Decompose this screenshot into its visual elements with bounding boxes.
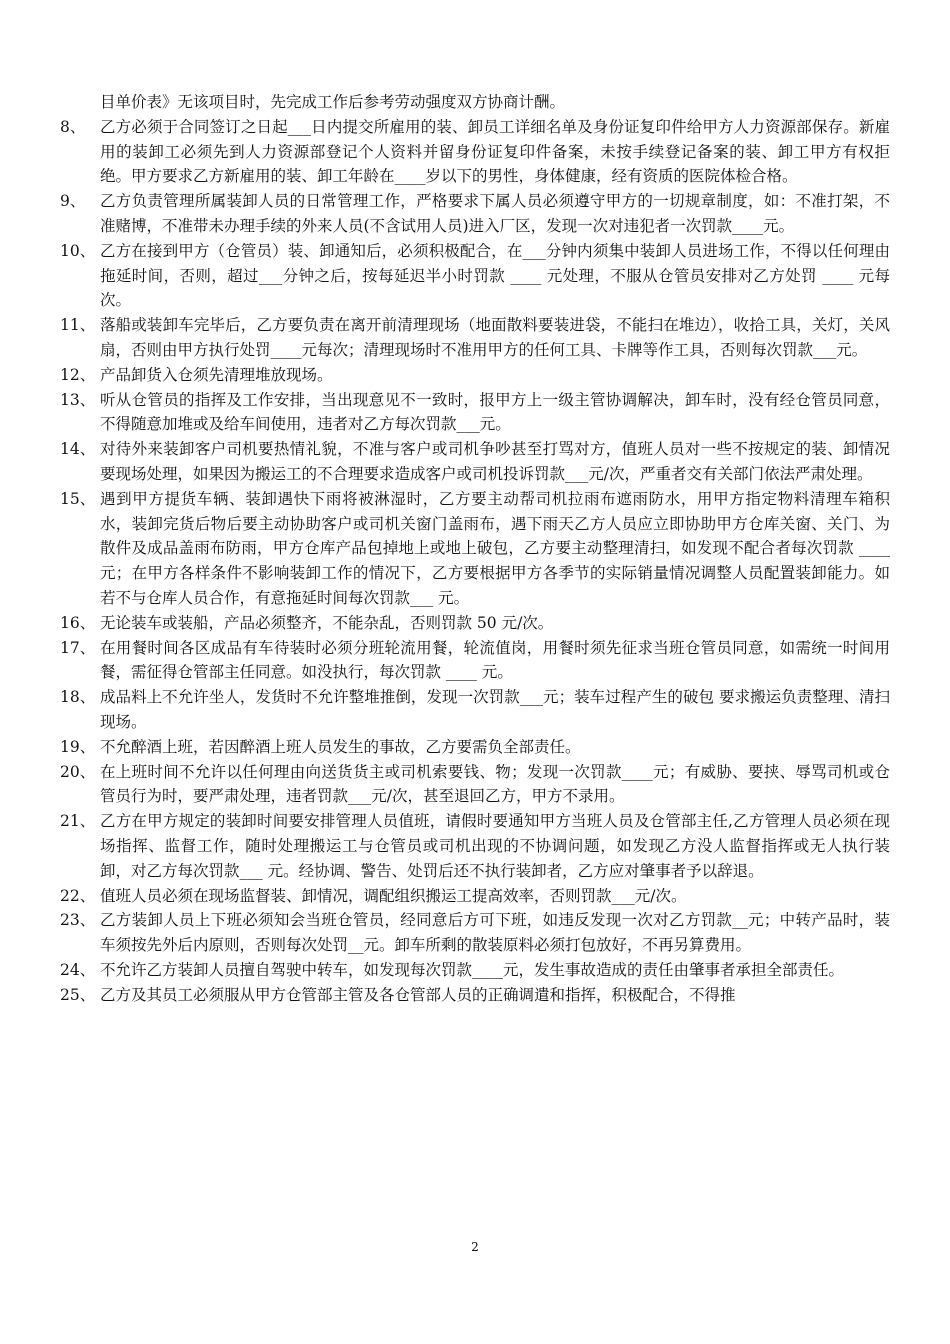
- clause-15: [60, 487, 895, 611]
- clause-text: 不允许乙方装卸人员擅自驾驶中转车，如发现每次罚款____元，发生事故造成的责任由肇事者承担全部责任。: [100, 960, 845, 979]
- clause-text: 听从仓管员的指挥及工作安排，当出现意见不一致时，报甲方上一级主管协调解决，卸车时，没有经仓管员同意，不得随意加堆或及给车间使用，违者对乙方每次罚款___元。: [100, 390, 890, 434]
- clause-text: 乙方必须于合同签订之日起___日内提交所雇用的装、卸员工详细名单及身份证复印件给甲方人力资源部保存。新雇用的装卸工必须先到人力资源部登记个人资料并留身份证复印件备案，未按手续登记备案的装、卸工甲方有权拒绝。甲方要求乙方新雇用的装、卸工年龄在____岁以下的男性，身体健康，经有资质的医院体检合格。: [100, 117, 890, 186]
- clause-number: 11、: [60, 316, 96, 335]
- clause-text: 乙方在甲方规定的装卸时间要安排管理人员值班，请假时要通知甲方当班人员及仓管部主任,乙方管理人员必须在现场指挥、监督工作，随时处理搬运工与仓管员或司机出现的不协调问题，如发现乙方没人监督指挥或无人执行装卸，对乙方每次罚款___ 元。经协调、警告、处罚后还不执行装卸者，乙方应对肇事者予以辞退。: [100, 812, 890, 880]
- clause-number: 8、: [60, 117, 86, 136]
- clause-11: [60, 313, 890, 363]
- clause-text: 落船或装卸车完毕后，乙方要负责在离开前清理现场（地面散料要装进袋，不能扫在堆边），收拾工具，关灯，关风扇，否则由甲方执行处罚____元每次；清理现场时不准用甲方的任何工具、卡牌等作工具，否则每次罚款___元。: [100, 316, 890, 359]
- clause-text: 目单价表》无该项目时，先完成工作后参考劳动强度双方协商计酬。: [100, 93, 566, 111]
- clause-number: 14、: [60, 440, 96, 459]
- clause-17: [60, 636, 890, 686]
- clause-number: 18、: [60, 688, 96, 707]
- clause-number: 16、: [60, 613, 96, 632]
- clause-number: 9、: [60, 192, 86, 211]
- clause-19: [60, 735, 890, 760]
- clause-text: 不允醉酒上班，若因醉酒上班人员发生的事故，乙方要需负全部责任。: [100, 737, 581, 756]
- clause-number: 15、: [60, 489, 96, 508]
- clause-24: [60, 958, 890, 983]
- clause-number: 19、: [60, 737, 96, 756]
- clause-13: [60, 388, 890, 438]
- clause-12: [60, 363, 890, 388]
- clause-number: 12、: [60, 365, 96, 384]
- clause-number: 24、: [60, 960, 96, 979]
- clause-14: [60, 437, 890, 487]
- clause-text: 乙方装卸人员上下班必须知会当班仓管员，经同意后方可下班，如违反发现一次对乙方罚款__元；中转产品时，装车须按先外后内原则，否则每次处罚__元。卸车所剩的散装原料必须打包放好，不再另算费用。: [100, 911, 890, 955]
- clause-text: 产品卸货入仓须先清理堆放现场。: [100, 365, 333, 384]
- clause-text: 在上班时间不允许以任何理由向送货货主或司机索要钱、物；发现一次罚款____元；有威胁、要挟、辱骂司机或仓管员行为时，要严肃处理，违者罚款___元/次，甚至退回乙方，甲方不录用。: [100, 762, 890, 806]
- clause-number: 22、: [60, 886, 96, 905]
- clause-number: 17、: [60, 638, 96, 657]
- clause-22: [60, 884, 890, 909]
- clause-text: 在用餐时间各区成品有车待装时必须分班轮流用餐，轮流值岗，用餐时须先征求当班仓管员同意，如需统一时间用餐，需征得仓管部主任同意。如没执行，每次罚款 ____ 元。: [100, 638, 890, 682]
- document-body: [60, 90, 895, 1007]
- clause-16: [60, 611, 890, 636]
- clause-18: [60, 685, 890, 735]
- clause-9: [60, 189, 890, 239]
- clause-10: [60, 239, 890, 313]
- clause-text: 对待外来装卸客户司机要热情礼貌，不准与客户或司机争吵甚至打骂对方，值班人员对一些不按规定的装、卸情况要现场处理，如果因为搬运工的不合理要求造成客户或司机投诉罚款___元/次，严重者交有关部门依法严肃处理。: [100, 440, 890, 483]
- clause-number: 20、: [60, 762, 96, 781]
- clause-text: 遇到甲方提货车辆、装卸遇快下雨将被淋湿时，乙方要主动帮司机拉雨布遮雨防水，用甲方指定物料清理车箱积水，装卸完货后物后要主动协助客户或司机关窗门盖雨布，遇下雨天乙方人员应立即协助甲方仓库关窗、关门、为散件及成品盖雨布防雨，甲方仓库产品包掉地上或地上破包，乙方要主动整理清扫，如发现不配合者每次罚款 ____ 元；在甲方各样条件不影响装卸工作的情况下，乙方要根据甲方各季节的实际销量情况调整人员配置装卸能力。如若不与仓库人员合作，有意拖延时间每次罚款___ 元。: [100, 489, 895, 607]
- clause-number: 13、: [60, 390, 96, 409]
- clause-21: [60, 809, 890, 883]
- clause-text: 成品料上不允许坐人，发货时不允许整堆推倒，发现一次罚款___元；装车过程产生的破包 要求搬运负责整理、清扫现场。: [100, 688, 890, 731]
- clause-8: [60, 115, 890, 189]
- clause-25: [60, 983, 890, 1008]
- page-number: 2: [471, 1240, 479, 1254]
- clause-number: 10、: [60, 241, 96, 260]
- clause-text: 无论装车或装船，产品必须整齐，不能杂乱，否则罚款 50 元/次。: [100, 613, 554, 632]
- clause-continuation: [60, 90, 890, 115]
- clause-number: 25、: [60, 985, 96, 1004]
- clause-text: 乙方及其员工必须服从甲方仓管部主管及各仓管部人员的正确调遣和指挥，积极配合，不得推: [100, 985, 736, 1004]
- clause-number: 21、: [60, 812, 96, 831]
- clause-text: 乙方负责管理所属装卸人员的日常管理工作，严格要求下属人员必须遵守甲方的一切规章制度，如：不准打架，不准赌博，不准带未办理手续的外来人员(不含试用人员)进入厂区，发现一次对违犯者一次罚款____元。: [100, 192, 890, 235]
- clause-text: 值班人员必须在现场监督装、卸情况，调配组织搬运工提高效率，否则罚款___元/次。: [100, 886, 687, 905]
- clause-23: [60, 908, 890, 958]
- clause-20: [60, 760, 890, 810]
- clause-text: 乙方在接到甲方（仓管员）装、卸通知后，必须积极配合，在___分钟内须集中装卸人员进场工作，不得以任何理由拖延时间，否则，超过___分钟之后，按每延迟半小时罚款 ____ 元处理，不服从仓管员安排对乙方处罚 ____ 元每次。: [100, 241, 890, 310]
- clause-number: 23、: [60, 911, 96, 930]
